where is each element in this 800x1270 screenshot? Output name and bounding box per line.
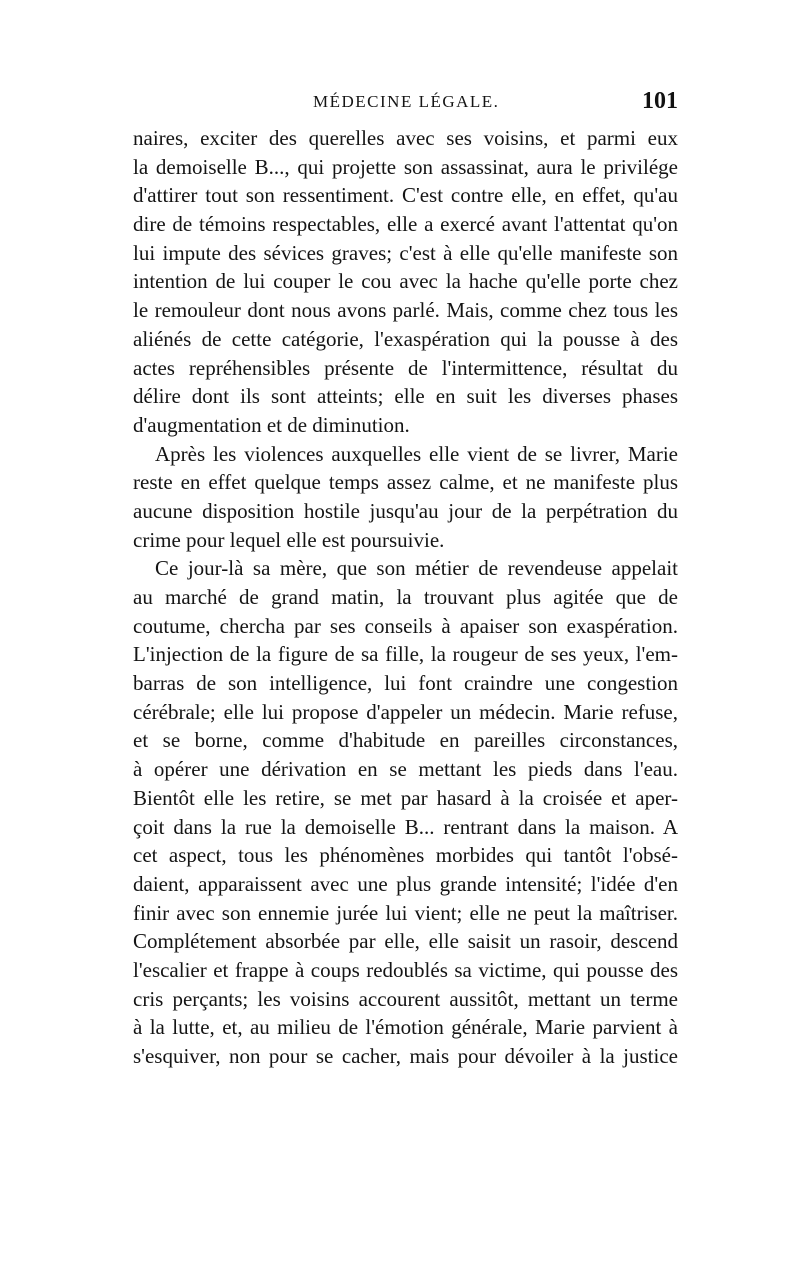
- body-text: [133, 124, 678, 1071]
- text-line: s'esquiver, non pour se cacher, mais pour dévoiler à la justice: [133, 1044, 678, 1068]
- text-line: reste en effet quelque temps assez calme, et ne manifeste plus: [133, 470, 678, 495]
- text-line: naires, exciter des querelles avec ses voisins, et parmi eux: [133, 126, 678, 150]
- paragraph-start-line: Après les violences auxquelles elle vient de se livrer, Marie: [155, 441, 678, 466]
- text-line: actes repréhensibles présente de l'intermittence, résultat du: [133, 355, 678, 380]
- paragraph-end-line: d'augmentation et de diminution.: [133, 412, 410, 437]
- paragraph-end-line: crime pour lequel elle est poursuivie.: [133, 527, 445, 552]
- text-line: le remouleur dont nous avons parlé. Mais, comme chez tous les: [133, 298, 678, 323]
- text-line: lui impute des sévices graves; c'est à elle qu'elle manifeste son: [133, 240, 678, 265]
- text-line: finir avec son ennemie jurée lui vient; elle ne peut la maîtriser.: [133, 900, 678, 925]
- text-line: dire de témoins respectables, elle a exercé avant l'attentat qu'on: [133, 212, 678, 237]
- text-line: coutume, chercha par ses conseils à apaiser son exaspération.: [133, 613, 678, 638]
- text-line: Complétement absorbée par elle, elle saisit un rasoir, descend: [133, 929, 678, 954]
- text-line: çoit dans la rue la demoiselle B... rentrant dans la maison. A: [133, 814, 678, 839]
- page-number: 101: [642, 88, 678, 114]
- text-line: délire dont ils sont atteints; elle en suit les diverses phases: [133, 384, 678, 409]
- running-head: [133, 88, 678, 116]
- text-line: l'escalier et frappe à coups redoublés sa victime, qui pousse des: [133, 957, 678, 982]
- text-line: aucune disposition hostile jusqu'au jour de la perpétration du: [133, 498, 678, 523]
- text-line: la demoiselle B..., qui projette son assassinat, aura le privilége: [133, 154, 678, 179]
- running-title: MÉDECINE LÉGALE.: [313, 92, 500, 111]
- text-line: cet aspect, tous les phénomènes morbides qui tantôt l'obsé-: [133, 843, 678, 868]
- text-line: aliénés de cette catégorie, l'exaspération qui la pousse à des: [133, 326, 678, 351]
- text-line: à opérer une dérivation en se mettant les pieds dans l'eau.: [133, 757, 678, 782]
- text-line: cérébrale; elle lui propose d'appeler un médecin. Marie refuse,: [133, 699, 678, 724]
- text-line: cris perçants; les voisins accourent aussitôt, mettant un terme: [133, 986, 678, 1011]
- text-line: L'injection de la figure de sa fille, la rougeur de ses yeux, l'em-: [133, 642, 678, 667]
- text-line: intention de lui couper le cou avec la hache qu'elle porte chez: [133, 269, 678, 294]
- text-line: d'attirer tout son ressentiment. C'est contre elle, en effet, qu'au: [133, 183, 678, 208]
- paragraph-start-line: Ce jour-là sa mère, que son métier de revendeuse appelait: [155, 556, 678, 581]
- text-line: à la lutte, et, au milieu de l'émotion générale, Marie parvient à: [133, 1015, 678, 1040]
- text-line: daient, apparaissent avec une plus grande intensité; l'idée d'en: [133, 871, 678, 896]
- text-line: au marché de grand matin, la trouvant plus agitée que de: [133, 585, 678, 609]
- text-line: barras de son intelligence, lui font craindre une congestion: [133, 671, 678, 696]
- text-line: Bientôt elle les retire, se met par hasard à la croisée et aper-: [133, 785, 678, 810]
- text-line: et se borne, comme d'habitude en pareilles circonstances,: [133, 728, 678, 753]
